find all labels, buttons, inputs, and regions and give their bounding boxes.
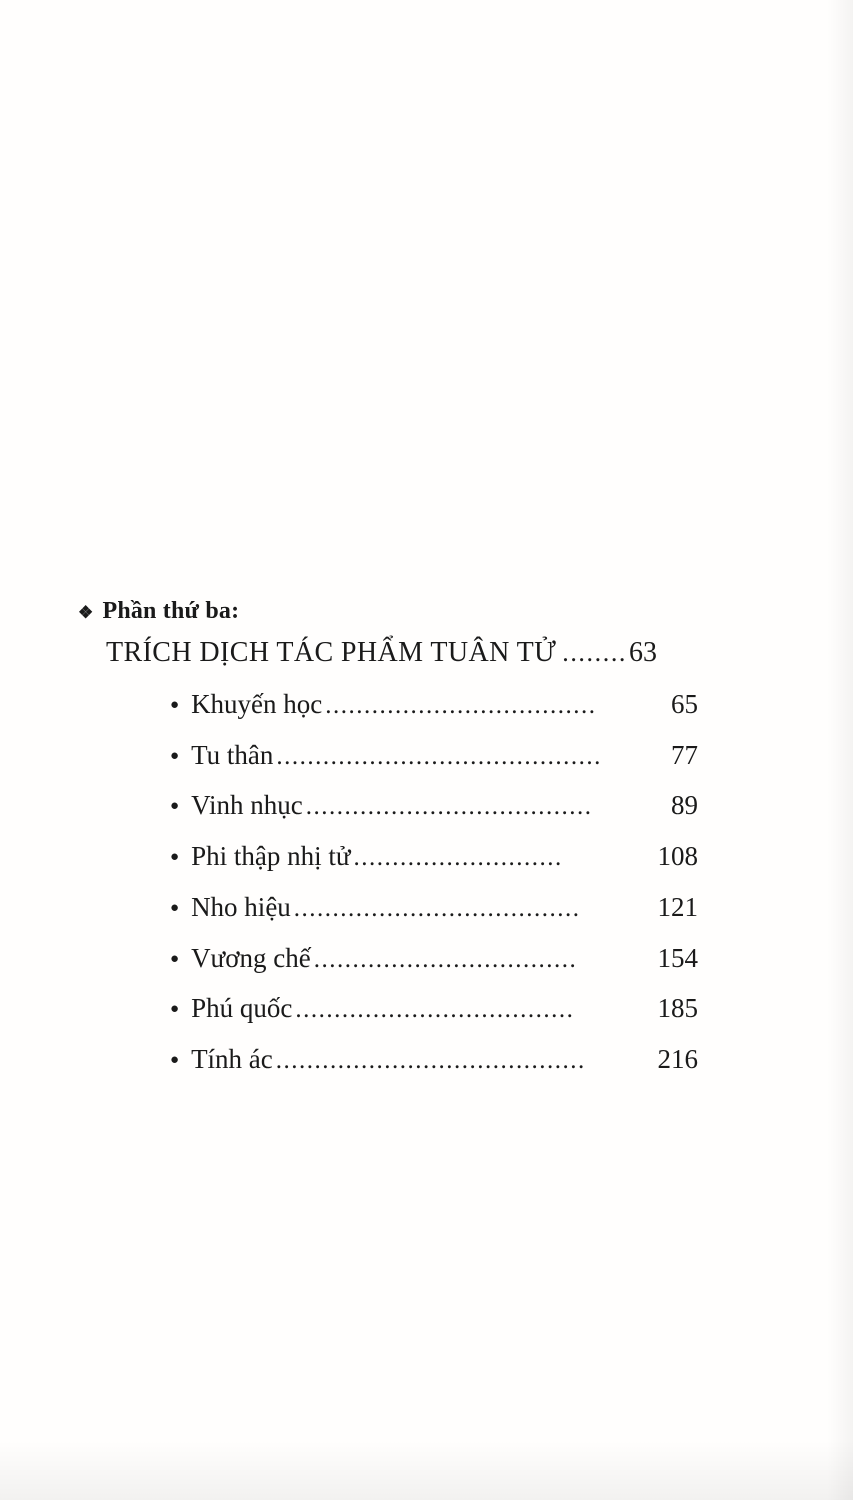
list-item <box>170 886 698 930</box>
list-item <box>170 835 698 879</box>
table-of-contents <box>78 598 698 1089</box>
leader-dots: ........ <box>562 638 628 667</box>
entry-page-number: 108 <box>657 841 698 872</box>
entry-label: Phú quốc <box>191 993 293 1024</box>
list-item <box>170 683 698 727</box>
list-item <box>170 734 698 778</box>
entry-page-number: 121 <box>657 891 698 922</box>
list-item <box>170 784 698 828</box>
bullet-icon: ● <box>170 798 180 815</box>
leader-dots: ..................................... <box>305 793 593 821</box>
part-page-number: 63 <box>629 637 658 668</box>
part-heading <box>78 598 698 625</box>
bullet-icon: ● <box>170 1001 180 1018</box>
list-item <box>170 1038 698 1082</box>
bullet-icon: ● <box>170 849 180 866</box>
leader-dots: .................................. <box>313 945 578 973</box>
leader-dots: ................................... <box>325 692 597 719</box>
bullet-icon: ● <box>170 950 180 967</box>
leader-dots: ........................................ <box>275 1047 586 1075</box>
entry-page-number: 185 <box>657 993 698 1024</box>
entry-page-number: 77 <box>671 739 698 770</box>
leader-dots: ........................... <box>353 844 563 872</box>
entry-page-number: 89 <box>671 790 698 821</box>
part-label: Phần thứ ba: <box>102 598 240 624</box>
entry-label: Tu thân <box>191 739 274 770</box>
part-title-row <box>106 637 698 669</box>
entry-label: Vinh nhục <box>191 790 303 821</box>
leader-dots: ..................................... <box>293 894 581 922</box>
entry-page-number: 216 <box>657 1044 698 1075</box>
entry-label: Nho hiệu <box>191 891 291 922</box>
list-item <box>170 987 698 1031</box>
leader-dots: .................................... <box>295 996 575 1024</box>
bullet-icon: ● <box>170 697 180 713</box>
entry-page-number: 154 <box>657 942 698 973</box>
list-item <box>170 937 698 981</box>
page-edge-shadow-bottom <box>0 1440 853 1500</box>
entry-label: Phi thập nhị tử <box>191 841 351 872</box>
diamond-bullet-icon: ❖ <box>78 603 94 622</box>
bullet-icon: ● <box>170 1052 180 1069</box>
entry-label: Vương chế <box>191 942 311 973</box>
page-edge-shadow-right <box>827 0 853 1500</box>
entry-page-number: 65 <box>671 689 698 719</box>
entry-label: Tính ác <box>191 1044 273 1075</box>
leader-dots: .......................................... <box>276 742 602 770</box>
bullet-icon: ● <box>170 899 180 916</box>
part-title: TRÍCH DỊCH TÁC PHẨM TUÂN TỬ <box>106 637 557 668</box>
bullet-icon: ● <box>170 747 180 764</box>
entry-label: Khuyến học <box>191 689 323 719</box>
